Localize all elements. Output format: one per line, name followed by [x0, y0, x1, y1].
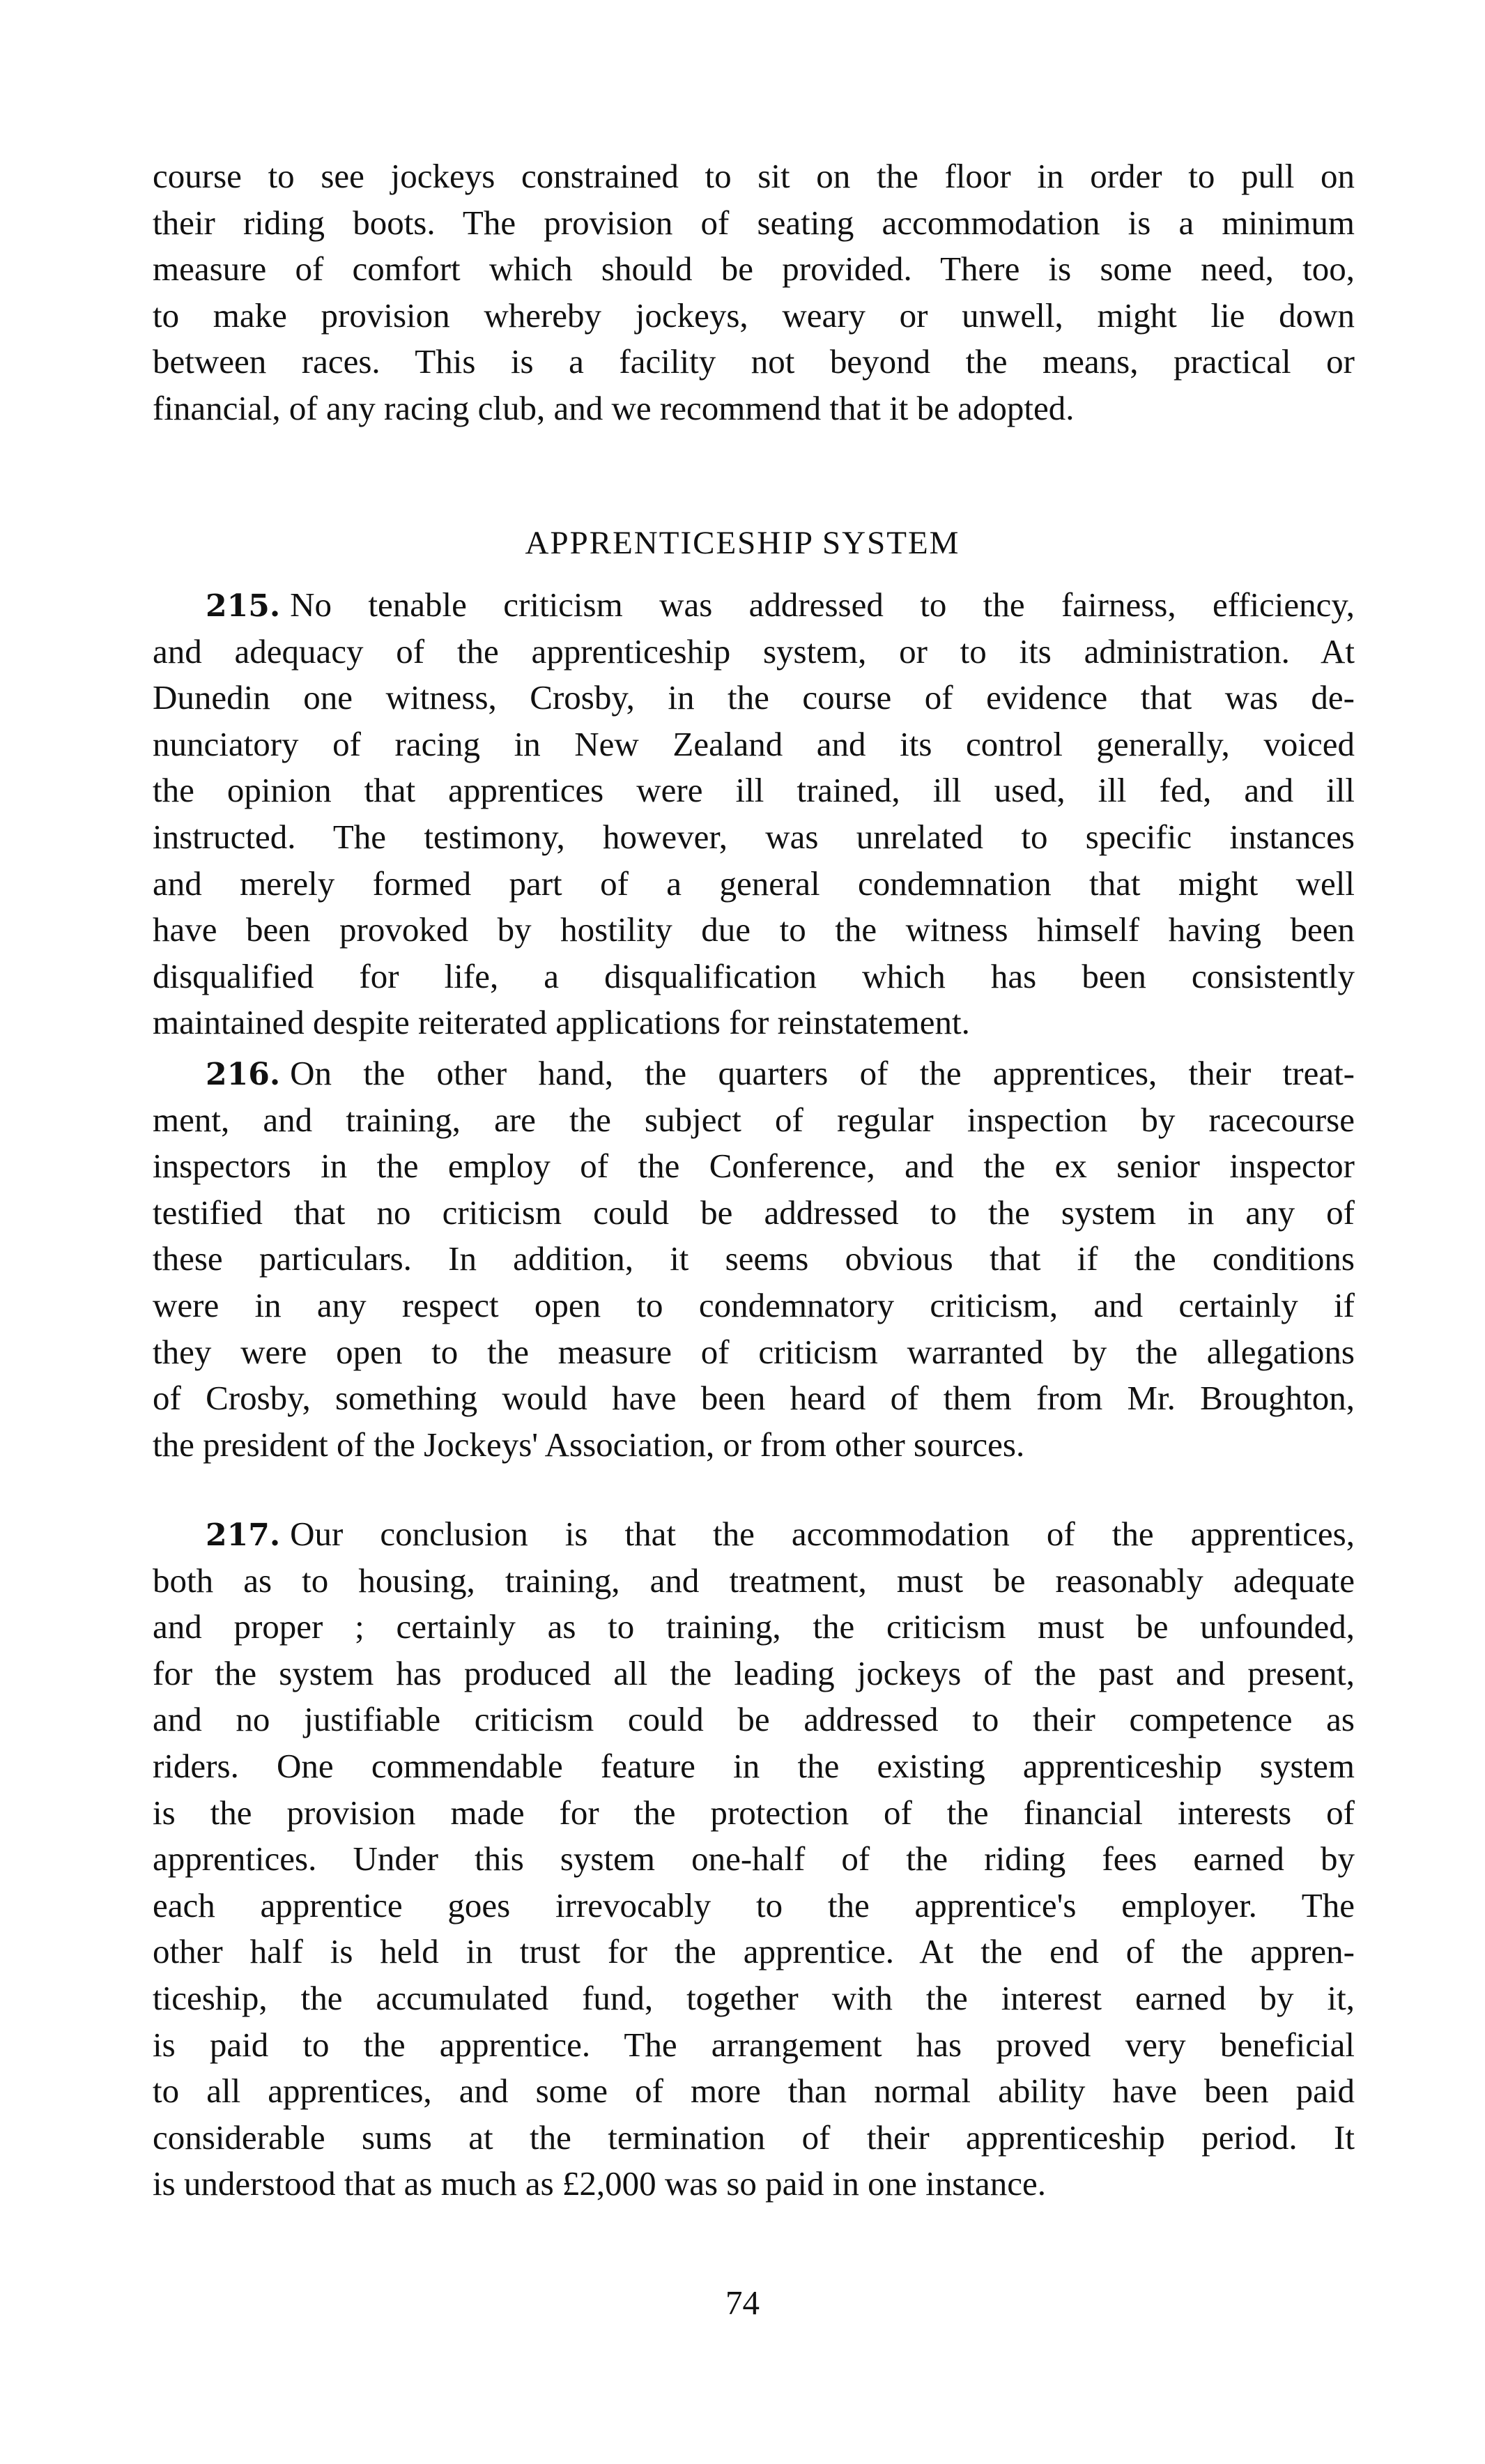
text-line [153, 1000, 1355, 1046]
line-text: the opinion that apprentices were ill trained, ill used, ill fed, and ill [153, 771, 1355, 810]
line-text: their riding boots. The provision of seating accommodation is a minimum [153, 203, 1355, 242]
text-line [153, 1836, 1355, 1883]
line-text: and adequacy of the apprenticeship system, or to its administration. At [153, 632, 1355, 671]
line-text: were in any respect open to condemnatory criticism, and certainly if [153, 1285, 1355, 1324]
text-line [153, 1604, 1355, 1651]
line-text: considerable sums at the termination of their apprenticeship period. It [153, 2118, 1355, 2157]
line-text: and proper ; certainly as to training, the criticism must be unfounded, [153, 1607, 1355, 1646]
paragraph-number: 216. [206, 1057, 281, 1092]
section-heading: APPRENTICESHIP SYSTEM [525, 525, 960, 561]
text-line [153, 2161, 1355, 2207]
text-line [153, 1050, 1355, 1097]
text-line [153, 200, 1355, 247]
text-line [153, 861, 1355, 908]
intro-paragraph [153, 153, 1355, 432]
line-text: for the system has produced all the leading jockeys of the past and present, [153, 1653, 1355, 1692]
line-text: course to see jockeys constrained to sit on the floor in order to pull on [153, 157, 1355, 195]
line-text: both as to housing, training, and treatment, must be reasonably adequate [153, 1561, 1355, 1600]
text-line [153, 339, 1355, 385]
text-line [153, 675, 1355, 721]
text-line [153, 629, 1355, 675]
line-text: they were open to the measure of criticism warranted by the allegations [153, 1332, 1355, 1371]
text-line [153, 1375, 1355, 1422]
text-line [153, 582, 1355, 629]
line-text: apprentices. Under this system one-half of the riding fees earned by [153, 1839, 1355, 1878]
line-text: instructed. The testimony, however, was unrelated to specific instances [153, 817, 1355, 856]
line-text: Our conclusion is that the accommodation of the apprentices, [290, 1515, 1355, 1553]
text-line [153, 907, 1355, 954]
line-text: and no justifiable criticism could be addressed to their competence as [153, 1700, 1355, 1739]
text-line [153, 1883, 1355, 1929]
text-line [153, 1097, 1355, 1144]
line-text: and merely formed part of a general condemnation that might well [153, 864, 1355, 903]
line-text: each apprentice goes irrevocably to the apprentice's employer. The [153, 1885, 1355, 1924]
line-text: testified that no criticism could be addressed to the system in any of [153, 1193, 1355, 1232]
line-text: On the other hand, the quarters of the apprentices, their treat- [290, 1054, 1355, 1092]
line-text: other half is held in trust for the apprentice. At the end of the appren- [153, 1932, 1355, 1971]
paragraph-216 [153, 1050, 1355, 1468]
line-text: measure of comfort which should be provided. There is some need, too, [153, 250, 1355, 289]
text-line [153, 1975, 1355, 2022]
text-line [153, 814, 1355, 861]
line-text: of Crosby, something would have been heard of them from Mr. Broughton, [153, 1379, 1355, 1418]
line-text: financial, of any racing club, and we recommend that it be adopted. [153, 388, 1075, 427]
text-line [153, 246, 1355, 293]
line-text: these particulars. In addition, it seems obvious that if the conditions [153, 1239, 1355, 1278]
line-text: nunciatory of racing in New Zealand and its control generally, voiced [153, 724, 1355, 763]
line-text: No tenable criticism was addressed to the fairness, efficiency, [290, 586, 1355, 624]
paragraph-number: 215. [206, 588, 281, 624]
text-line [153, 1558, 1355, 1605]
text-line [153, 2068, 1355, 2115]
text-line [153, 1743, 1355, 1790]
text-line [153, 2022, 1355, 2069]
line-text: is the provision made for the protection of the financial interests of [153, 1793, 1355, 1832]
text-line [153, 1929, 1355, 1975]
line-text: is understood that as much as £2,000 was so paid in one instance. [153, 2164, 1046, 2203]
text-line [153, 1329, 1355, 1376]
text-line [153, 1511, 1355, 1558]
text-line [153, 1143, 1355, 1190]
paragraph-number: 217. [206, 1517, 281, 1553]
line-text: is paid to the apprentice. The arrangement has proved very beneficial [153, 2025, 1355, 2064]
line-text: inspectors in the employ of the Conference, and the ex senior inspector [153, 1147, 1355, 1186]
text-line [153, 2115, 1355, 2161]
line-text: to all apprentices, and some of more than normal ability have been paid [153, 2072, 1355, 2111]
text-line [153, 385, 1355, 432]
line-text: disqualified for life, a disqualification which has been consistently [153, 956, 1355, 995]
line-text: Dunedin one witness, Crosby, in the course of evidence that was de- [153, 678, 1355, 717]
line-text: ticeship, the accumulated fund, together with the interest earned by it, [153, 1978, 1355, 2017]
line-text: to make provision whereby jockeys, weary or unwell, might lie down [153, 296, 1355, 335]
line-text: ment, and training, are the subject of regular inspection by racecourse [153, 1100, 1355, 1139]
text-line [153, 1236, 1355, 1283]
text-line [153, 1697, 1355, 1743]
line-text: between races. This is a facility not beyond the means, practical or [153, 342, 1355, 381]
text-line [153, 1790, 1355, 1837]
text-line [153, 153, 1355, 200]
text-line [153, 721, 1355, 768]
page-number: 74 [725, 2283, 760, 2322]
text-line [153, 1190, 1355, 1237]
line-text: the president of the Jockeys' Association, or from other sources. [153, 1425, 1025, 1464]
text-line [153, 1651, 1355, 1697]
line-text: maintained despite reiterated applications for reinstatement. [153, 1003, 970, 1042]
text-line [153, 1422, 1355, 1469]
text-line [153, 954, 1355, 1000]
paragraph-217 [153, 1511, 1355, 2207]
line-text: riders. One commendable feature in the existing apprenticeship system [153, 1746, 1355, 1785]
paragraph-215 [153, 582, 1355, 1046]
line-text: have been provoked by hostility due to the witness himself having been [153, 910, 1355, 949]
text-line [153, 293, 1355, 339]
text-line [153, 1283, 1355, 1329]
text-line [153, 767, 1355, 814]
